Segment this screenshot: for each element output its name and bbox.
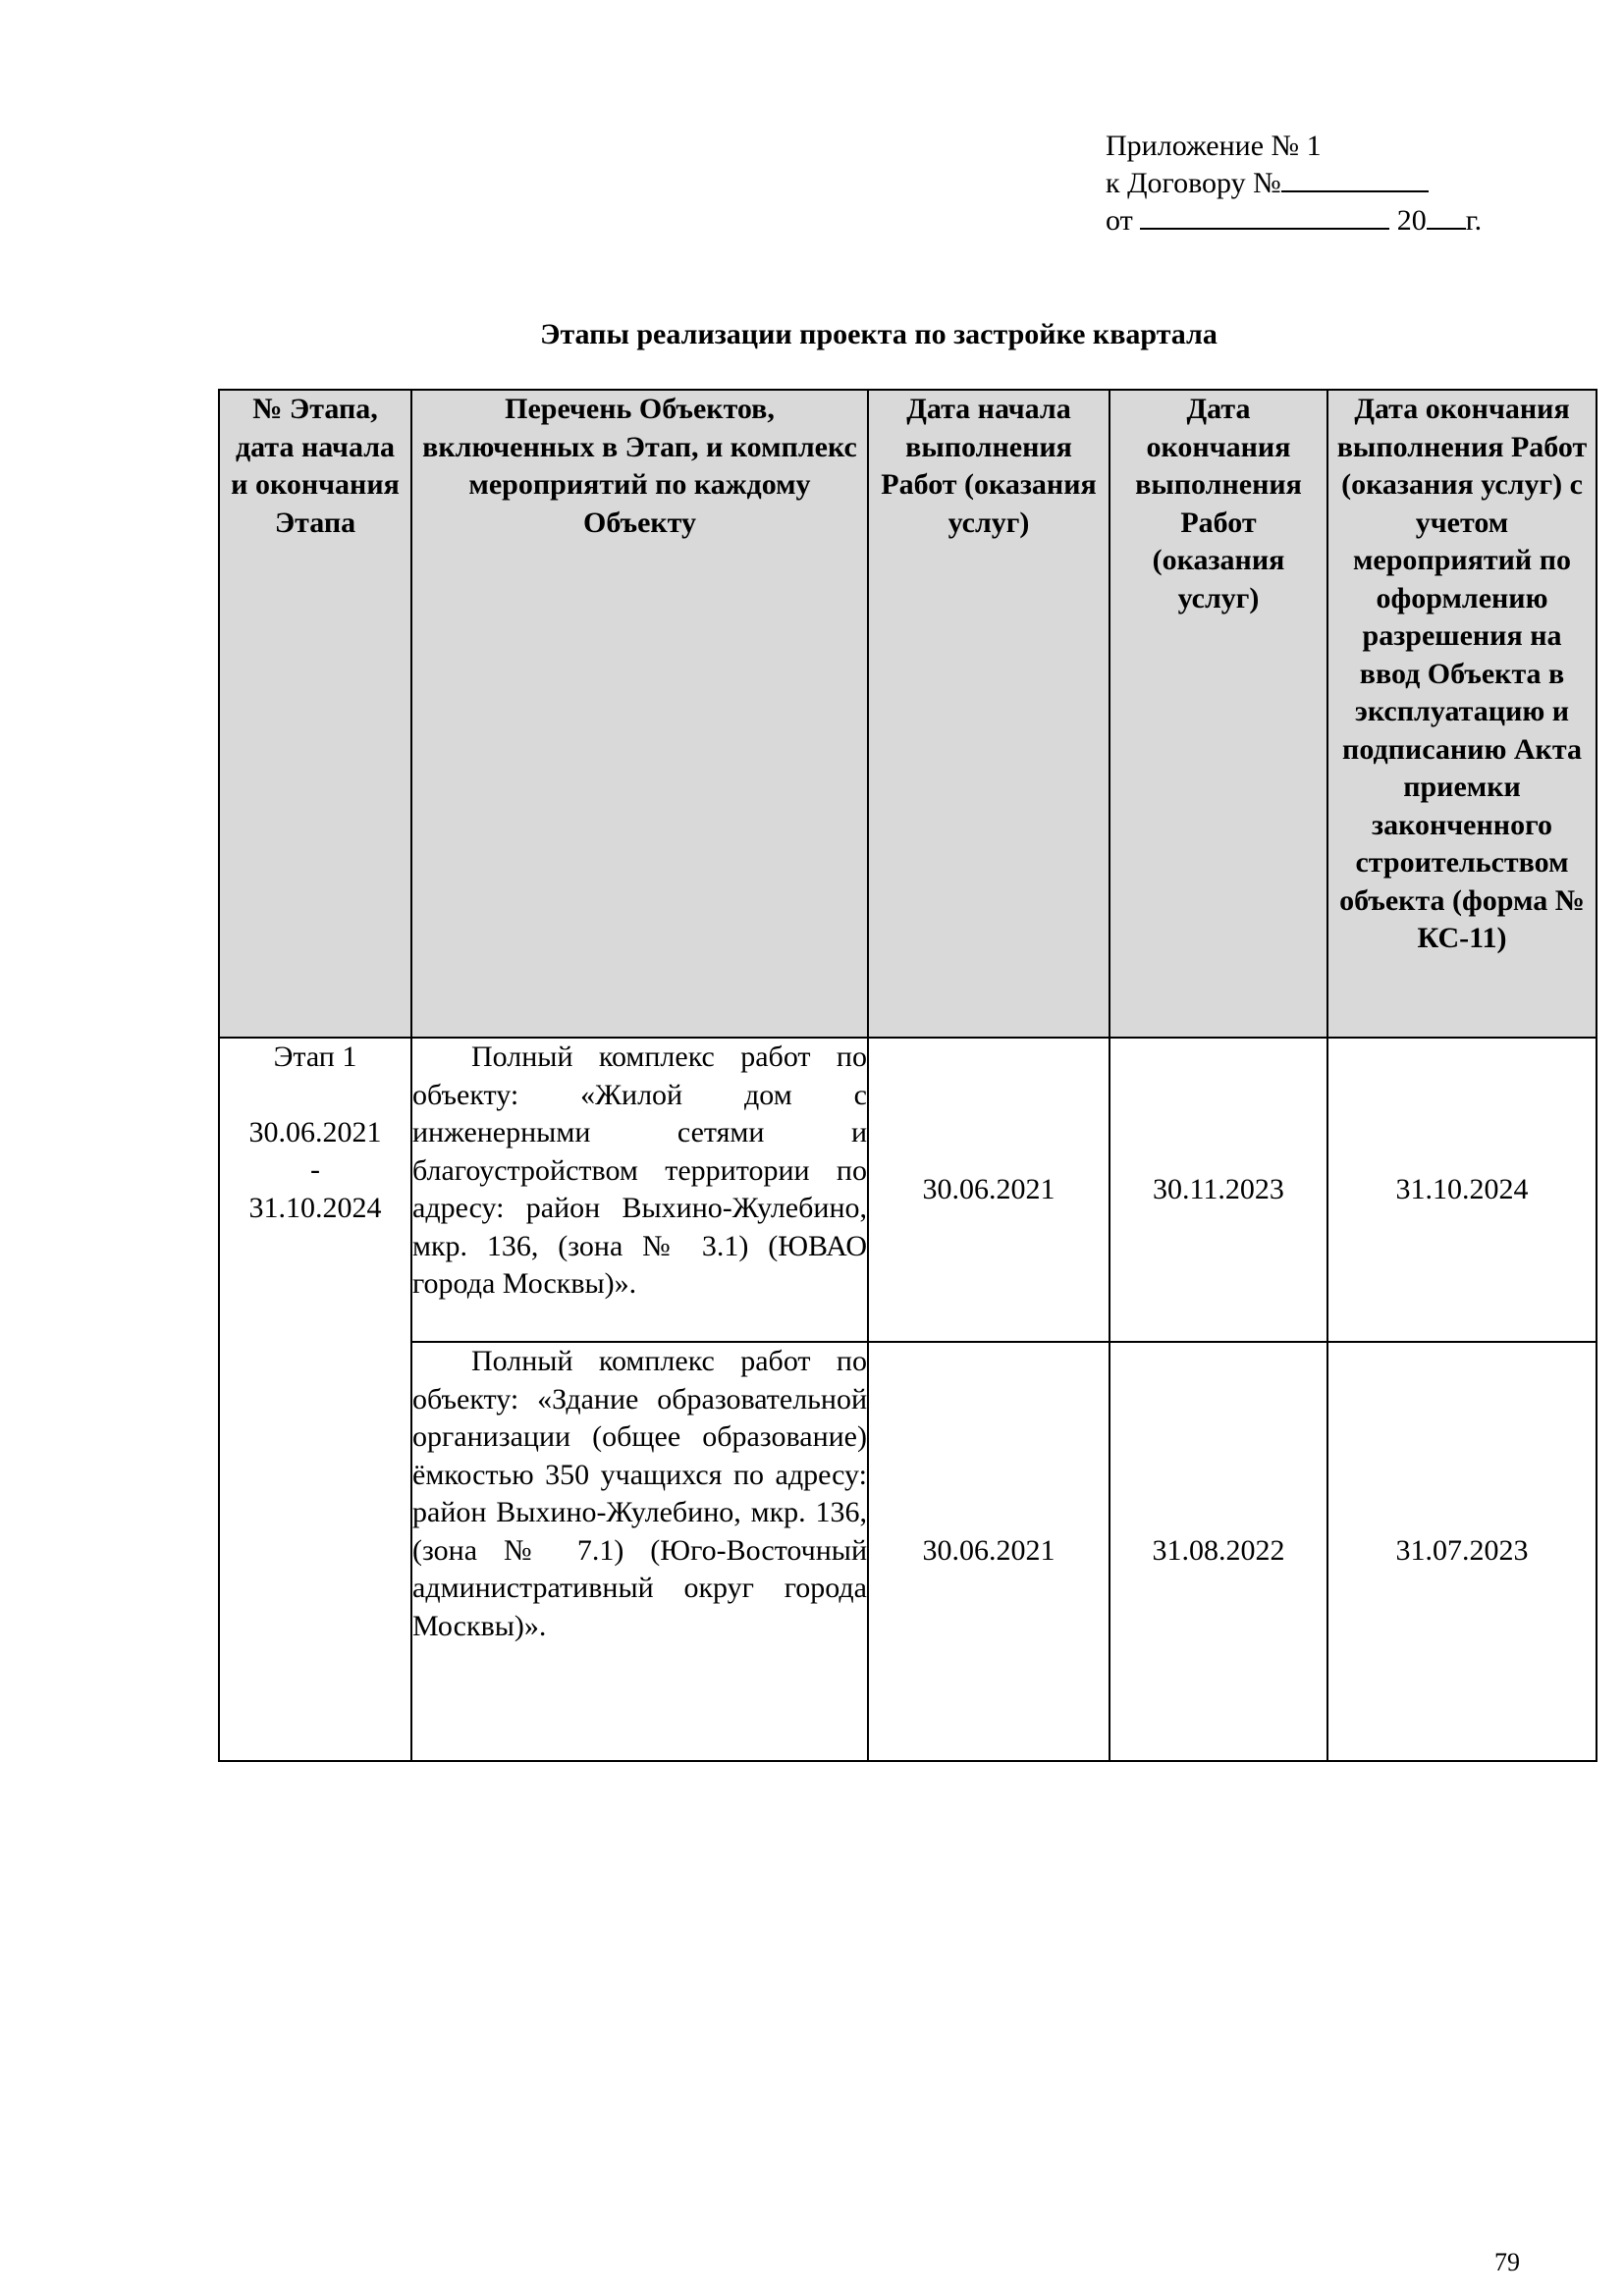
header-row: [219, 390, 1597, 1038]
object-description: Полный комплекс работ по объекту: «Здание образовательной организации (общее образование) ёмкостью 350 учащихся по адресу: район Выхино-Жулебино, мкр. 136, (зона № 7.1) (Юго-Восточный административный округ города Москвы)».: [411, 1342, 868, 1761]
header-start-date: Дата начала выполнения Работ (оказания услуг): [868, 390, 1110, 1038]
year-prefix: 20: [1396, 204, 1427, 237]
stage-name: Этап 1: [273, 1041, 357, 1073]
contract-date-line: [1106, 202, 1482, 240]
header-objects: Перечень Объектов, включенных в Этап, и комплекс мероприятий по каждому Объекту: [411, 390, 868, 1038]
end-date-ks11: 31.07.2023: [1327, 1342, 1597, 1761]
start-date: 30.06.2021: [868, 1342, 1110, 1761]
object-description: Полный комплекс работ по объекту: «Жилой дом с инженерными сетями и благоустройством территории по адресу: район Выхино-Жулебино, мкр. 136, (зона № 3.1) (ЮВАО города Москвы)».: [411, 1038, 868, 1342]
document-title: Этапы реализации проекта по застройке квартала: [540, 318, 1218, 350]
table-row: [219, 1038, 1597, 1342]
end-date-ks11: 31.10.2024: [1327, 1038, 1597, 1342]
stages-table: [218, 389, 1597, 1762]
contract-number-blank: [1281, 165, 1429, 192]
header-end-date: Дата окончания выполнения Работ (оказания услуг): [1110, 390, 1327, 1038]
stage-start: 30.06.2021: [248, 1115, 382, 1148]
year-blank: [1427, 202, 1466, 230]
stage-end: 31.10.2024: [248, 1191, 382, 1224]
appendix-number: Приложение № 1: [1106, 130, 1322, 162]
stage-cell: [219, 1038, 411, 1761]
contract-number-line: [1106, 165, 1482, 202]
end-date: 30.11.2023: [1110, 1038, 1327, 1342]
start-date: 30.06.2021: [868, 1038, 1110, 1342]
contract-label: к Договору №: [1106, 167, 1281, 199]
page-number: 79: [1494, 2248, 1520, 2276]
stage-dash: -: [310, 1153, 320, 1186]
date-prefix: от: [1106, 204, 1133, 237]
header-stage: № Этапа, дата начала и окончания Этапа: [219, 390, 411, 1038]
table-row: [219, 1342, 1597, 1761]
appendix-block: [1106, 128, 1482, 240]
header-end-date-ks11: Дата окончания выполнения Работ (оказания услуг) с учетом мероприятий по оформлению разрешения на ввод Объекта в эксплуатацию и подписанию Акта приемки законченного строительством объекта (форма № КС-11): [1327, 390, 1597, 1038]
end-date: 31.08.2022: [1110, 1342, 1327, 1761]
year-suffix: г.: [1465, 204, 1483, 237]
date-blank: [1140, 202, 1389, 230]
